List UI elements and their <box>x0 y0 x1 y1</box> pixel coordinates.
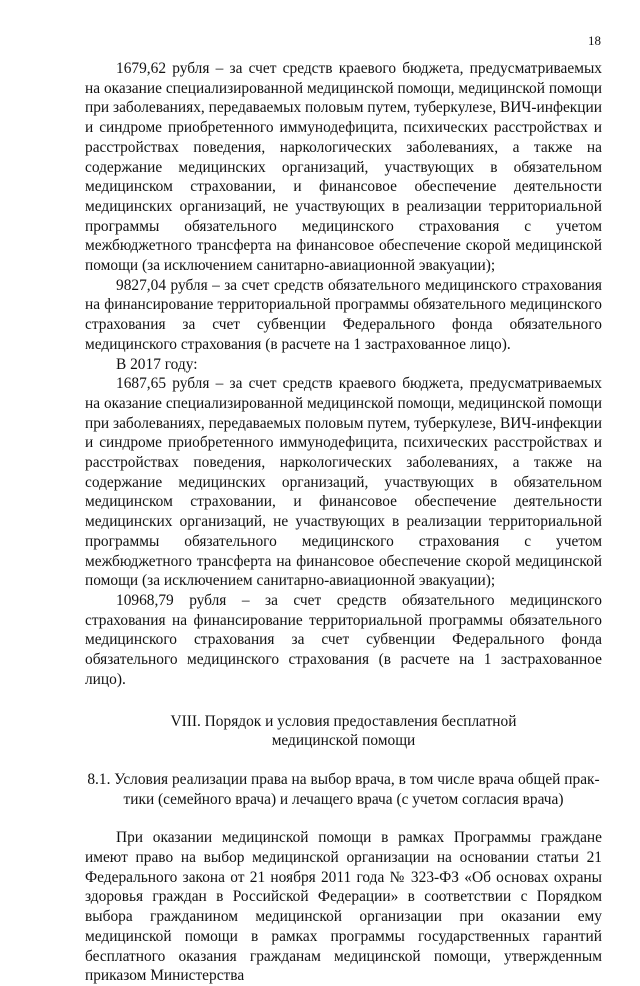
document-body <box>85 59 602 986</box>
subsection-heading <box>85 770 602 809</box>
section-title-line-2: медицинской помощи <box>271 732 416 750</box>
subsection-title-line-2: тики (семейного врача) и лечащего врача (с учетом согласия врача) <box>123 790 564 808</box>
paragraph-2016-regional-budget: 1679,62 рубля – за счет средств краевого бюджета, предусматриваемых на оказание специализированной медицинской помощи, медицинской помощи при заболеваниях, передаваемых половым путем, туберкулезе, ВИЧ-инфекции и синдроме приобретенного иммунодефицита, психических расстройствах и расстройствах поведения, наркологических заболеваниях, а также на содержание медицинских организаций, участвующих в обязательном медицинском страховании, и финансовое обеспечение деятельности медицинских организаций, не участвующих в реализации территориальной программы обязательного медицинского страхования с учетом межбюджетного трансферта на финансовое обеспечение скорой медицинской помощи (за исключением санитарно-авиационной эвакуации); <box>85 60 602 275</box>
paragraph-2017-oms: 10968,79 рубля – за счет средств обязательного медицинского страхования на финансирование территориальной программы обязательного медицинского страхования за счет субвенции Федерального фонда обязательного медицинского страхования (в расчете на 1 застрахованное лицо). <box>85 591 602 688</box>
section-heading <box>85 712 602 751</box>
paragraph-2017-regional-budget: 1687,65 рубля – за счет средств краевого бюджета, предусматриваемых на оказание специализированной медицинской помощи, медицинской помощи при заболеваниях, передаваемых половым путем, туберкулезе, ВИЧ-инфекции и синдроме приобретенного иммунодефицита, психических расстройствах и расстройствах поведения, наркологических заболеваниях, а также на содержание медицинских организаций, участвующих в обязательном медицинском страховании, и финансовое обеспечение деятельности медицинских организаций, не участвующих в реализации территориальной программы обязательного медицинского страхования с учетом межбюджетного трансферта на финансовое обеспечение скорой медицинской помощи (за исключением санитарно-авиационной эвакуации); <box>85 375 602 590</box>
year-2017-label: В 2017 году: <box>116 355 198 373</box>
subsection-title-line-1: 8.1. Условия реализации права на выбор врача, в том числе врача общей прак- <box>87 770 600 788</box>
section-title-line-1: VIII. Порядок и условия предоставления бесплатной <box>170 712 517 730</box>
paragraph-doctor-choice: При оказании медицинской помощи в рамках Программы граждане имеют право на выбор медицинской организации на основании статьи 21 Федерального закона от 21 ноября 2011 года № 323-ФЗ «Об основах охраны здоровья граждан в Российской Федерации» в соответствии с Порядком выбора гражданином медицинской организации при оказании ему медицинской помощи в рамках программы государственных гарантий бесплатного оказания гражданам медицинской помощи, утвержденным приказом Министерства <box>85 829 602 985</box>
page-number: 18 <box>588 33 601 48</box>
paragraph-2016-oms: 9827,04 рубля – за счет средств обязательного медицинского страхования на финансирование территориальной программы обязательного медицинского страхования за счет субвенции Федерального фонда обязательного медицинского страхования (в расчете на 1 застрахованное лицо). <box>85 276 602 353</box>
